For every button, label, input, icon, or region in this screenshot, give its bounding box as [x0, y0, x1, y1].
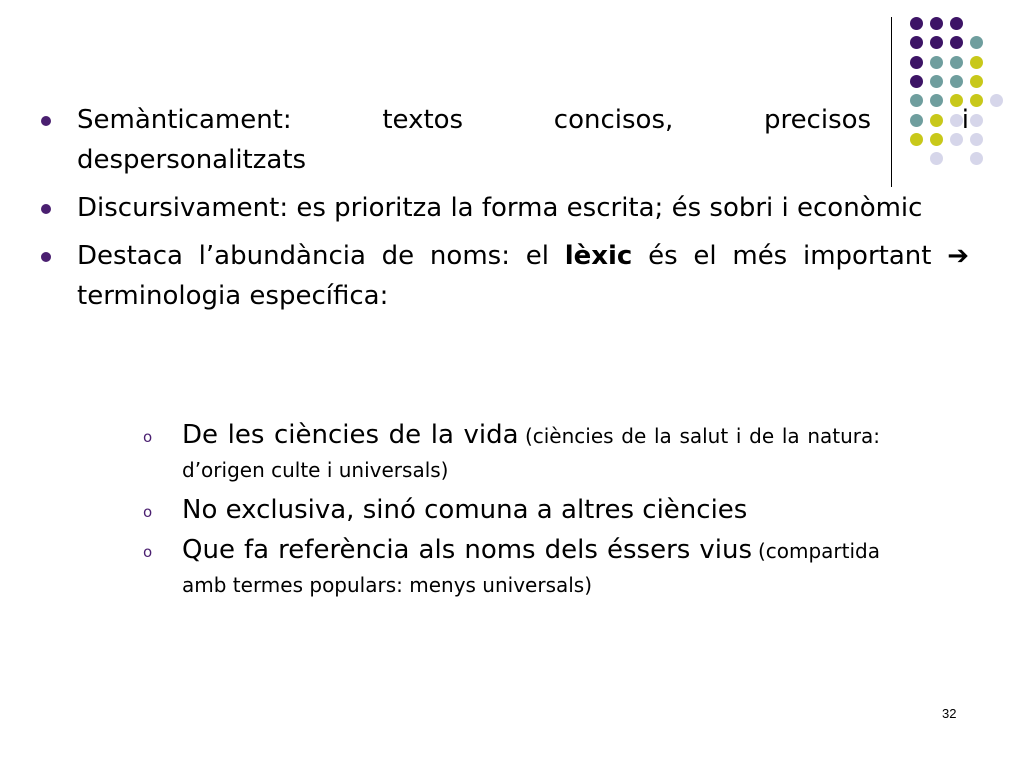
decorative-dot: [970, 56, 983, 69]
decorative-dot: [950, 56, 963, 69]
decorative-dot: [990, 94, 1003, 107]
bullet-dot-icon: [41, 116, 51, 126]
sub-item-living-beings: [143, 533, 880, 602]
decorative-dot: [970, 75, 983, 88]
bullet-dot-icon: [41, 252, 51, 262]
decorative-dot: [910, 36, 923, 49]
bullet-text-line1: Semànticament: textos concisos, precisos i: [77, 105, 969, 135]
bullet-item-discursive: [38, 188, 969, 228]
sub-item-not-exclusive: [143, 493, 880, 527]
sub-bullet-marker: o: [143, 543, 153, 561]
sub-item-note: (compartida amb termes populars: menys universals): [182, 539, 880, 597]
bullet-text: Discursivament: es prioritza la forma escrita; és sobri i econòmic: [77, 193, 923, 223]
decorative-dot: [930, 75, 943, 88]
sub-item-main-text: Que fa referència als noms dels éssers vius: [182, 535, 753, 565]
decorative-dot: [950, 36, 963, 49]
decorative-dot: [910, 17, 923, 30]
decorative-dot: [970, 36, 983, 49]
decorative-dot: [910, 56, 923, 69]
bullet-item-semantic: [38, 100, 969, 180]
decorative-dot: [930, 56, 943, 69]
sub-item-main-text: No exclusiva, sinó comuna a altres ciències: [182, 495, 748, 525]
bullet-bold-text: lèxic: [564, 241, 633, 271]
sub-bullet-list: [143, 418, 880, 608]
bullet-text-before: Destaca l’abundància de noms: el: [77, 241, 565, 271]
main-bullet-list: [38, 100, 969, 324]
sub-item-note: (ciències de la salut i de la natura: d’origen culte i universals): [182, 424, 880, 482]
arrow-right-icon: ➔: [947, 241, 969, 271]
sub-bullet-marker: o: [143, 503, 153, 521]
decorative-dot: [930, 36, 943, 49]
page-number: 32: [942, 706, 957, 721]
bullet-text-after: és el més important: [632, 241, 932, 271]
bullet-text-end: terminologia específica:: [77, 281, 389, 311]
decorative-dot: [910, 75, 923, 88]
decorative-dot: [970, 114, 983, 127]
sub-item-main-text: De les ciències de la vida: [182, 420, 519, 450]
decorative-dot: [930, 17, 943, 30]
bullet-item-lexicon: [38, 236, 969, 316]
decorative-dot: [950, 75, 963, 88]
bullet-text-line2: despersonalitzats: [77, 145, 307, 175]
bullet-dot-icon: [41, 204, 51, 214]
decorative-dot: [970, 94, 983, 107]
sub-bullet-marker: o: [143, 428, 153, 446]
decorative-dot: [950, 17, 963, 30]
decorative-dot: [970, 133, 983, 146]
decorative-dot: [970, 152, 983, 165]
sub-item-life-sciences: [143, 418, 880, 487]
